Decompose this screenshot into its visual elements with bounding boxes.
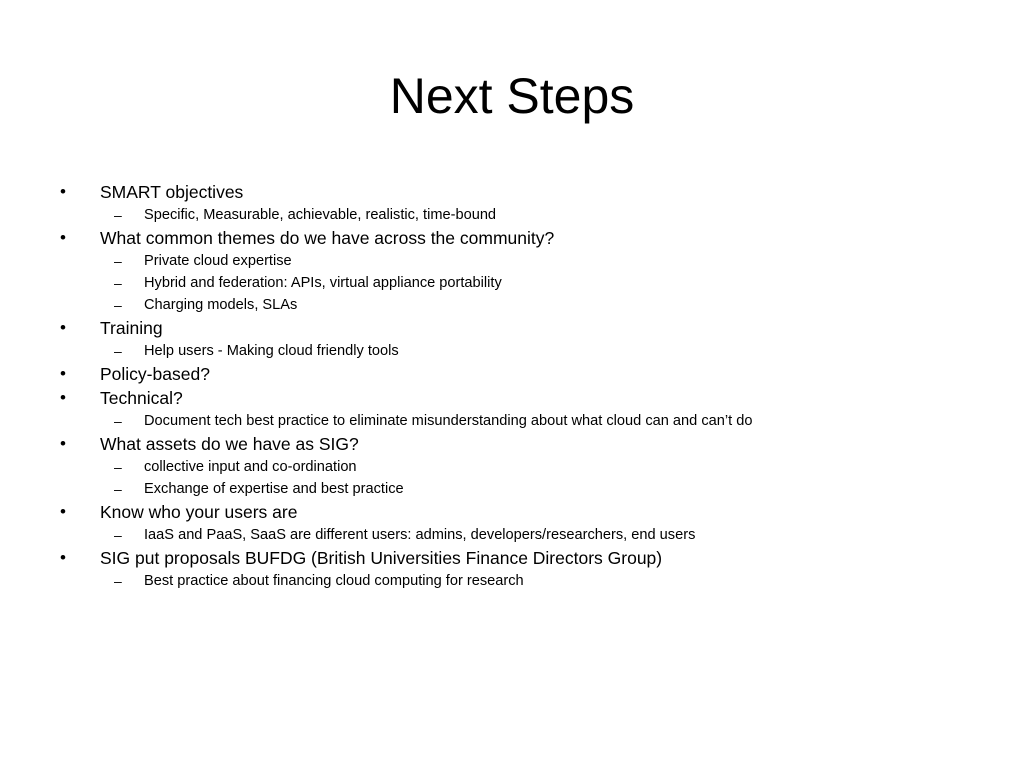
- bullet-text: Training: [100, 318, 163, 338]
- sub-bullet-row: [58, 340, 998, 362]
- sub-bullet-text: collective input and co-ordination: [144, 459, 357, 475]
- bullet-row: [58, 546, 998, 570]
- dash-icon: –: [114, 573, 122, 589]
- dash-icon: –: [114, 343, 122, 359]
- bullet-list: [58, 180, 998, 592]
- bullet-icon: •: [60, 182, 66, 201]
- bullet-text: Technical?: [100, 388, 183, 408]
- sub-bullet-row: [58, 294, 998, 316]
- bullet-icon: •: [60, 388, 66, 407]
- list-item: [58, 362, 998, 386]
- sub-bullet-row: [58, 524, 998, 546]
- bullet-icon: •: [60, 228, 66, 247]
- bullet-text: Policy-based?: [100, 364, 210, 384]
- sub-bullet-text: Private cloud expertise: [144, 253, 292, 269]
- dash-icon: –: [114, 459, 122, 475]
- dash-icon: –: [114, 297, 122, 313]
- dash-icon: –: [114, 275, 122, 291]
- bullet-row: [58, 316, 998, 340]
- bullet-icon: •: [60, 434, 66, 453]
- dash-icon: –: [114, 253, 122, 269]
- list-item: [58, 386, 998, 432]
- bullet-text: Know who your users are: [100, 502, 298, 522]
- dash-icon: –: [114, 413, 122, 429]
- sub-bullet-text: Exchange of expertise and best practice: [144, 481, 404, 497]
- sub-bullet-row: [58, 204, 998, 226]
- sub-bullet-text: Hybrid and federation: APIs, virtual appliance portability: [144, 275, 502, 291]
- sub-bullet-row: [58, 570, 998, 592]
- bullet-row: [58, 180, 998, 204]
- list-item: [58, 546, 998, 592]
- sub-bullet-row: [58, 250, 998, 272]
- sub-bullet-text: Best practice about financing cloud computing for research: [144, 573, 524, 589]
- list-item: [58, 180, 998, 226]
- bullet-row: [58, 226, 998, 250]
- sub-bullet-text: Charging models, SLAs: [144, 297, 298, 313]
- dash-icon: –: [114, 481, 122, 497]
- sub-bullet-text: IaaS and PaaS, SaaS are different users: admins, developers/researchers, end users: [144, 527, 696, 543]
- bullet-text: What assets do we have as SIG?: [100, 434, 359, 454]
- bullet-row: [58, 500, 998, 524]
- bullet-row: [58, 386, 998, 410]
- slide-title: Next Steps: [389, 68, 635, 124]
- list-item: [58, 432, 998, 500]
- list-item: [58, 226, 998, 316]
- bullet-row: [58, 432, 998, 456]
- sub-bullet-text: Document tech best practice to eliminate misunderstanding about what cloud can and can’t do: [144, 413, 753, 429]
- bullet-icon: •: [60, 364, 66, 383]
- bullet-icon: •: [60, 502, 66, 521]
- bullet-text: SIG put proposals BUFDG (British Universities Finance Directors Group): [100, 548, 663, 568]
- bullet-text: What common themes do we have across the community?: [100, 228, 555, 248]
- bullet-text: SMART objectives: [100, 182, 244, 202]
- sub-bullet-row: [58, 478, 998, 500]
- list-item: [58, 500, 998, 546]
- sub-bullet-row: [58, 456, 998, 478]
- sub-bullet-row: [58, 272, 998, 294]
- bullet-icon: •: [60, 318, 66, 337]
- bullet-row: [58, 362, 998, 386]
- bullet-icon: •: [60, 548, 66, 567]
- sub-bullet-row: [58, 410, 998, 432]
- sub-bullet-text: Help users - Making cloud friendly tools: [144, 343, 399, 359]
- sub-bullet-text: Specific, Measurable, achievable, realistic, time-bound: [144, 207, 497, 223]
- dash-icon: –: [114, 207, 122, 223]
- list-item: [58, 316, 998, 362]
- dash-icon: –: [114, 527, 122, 543]
